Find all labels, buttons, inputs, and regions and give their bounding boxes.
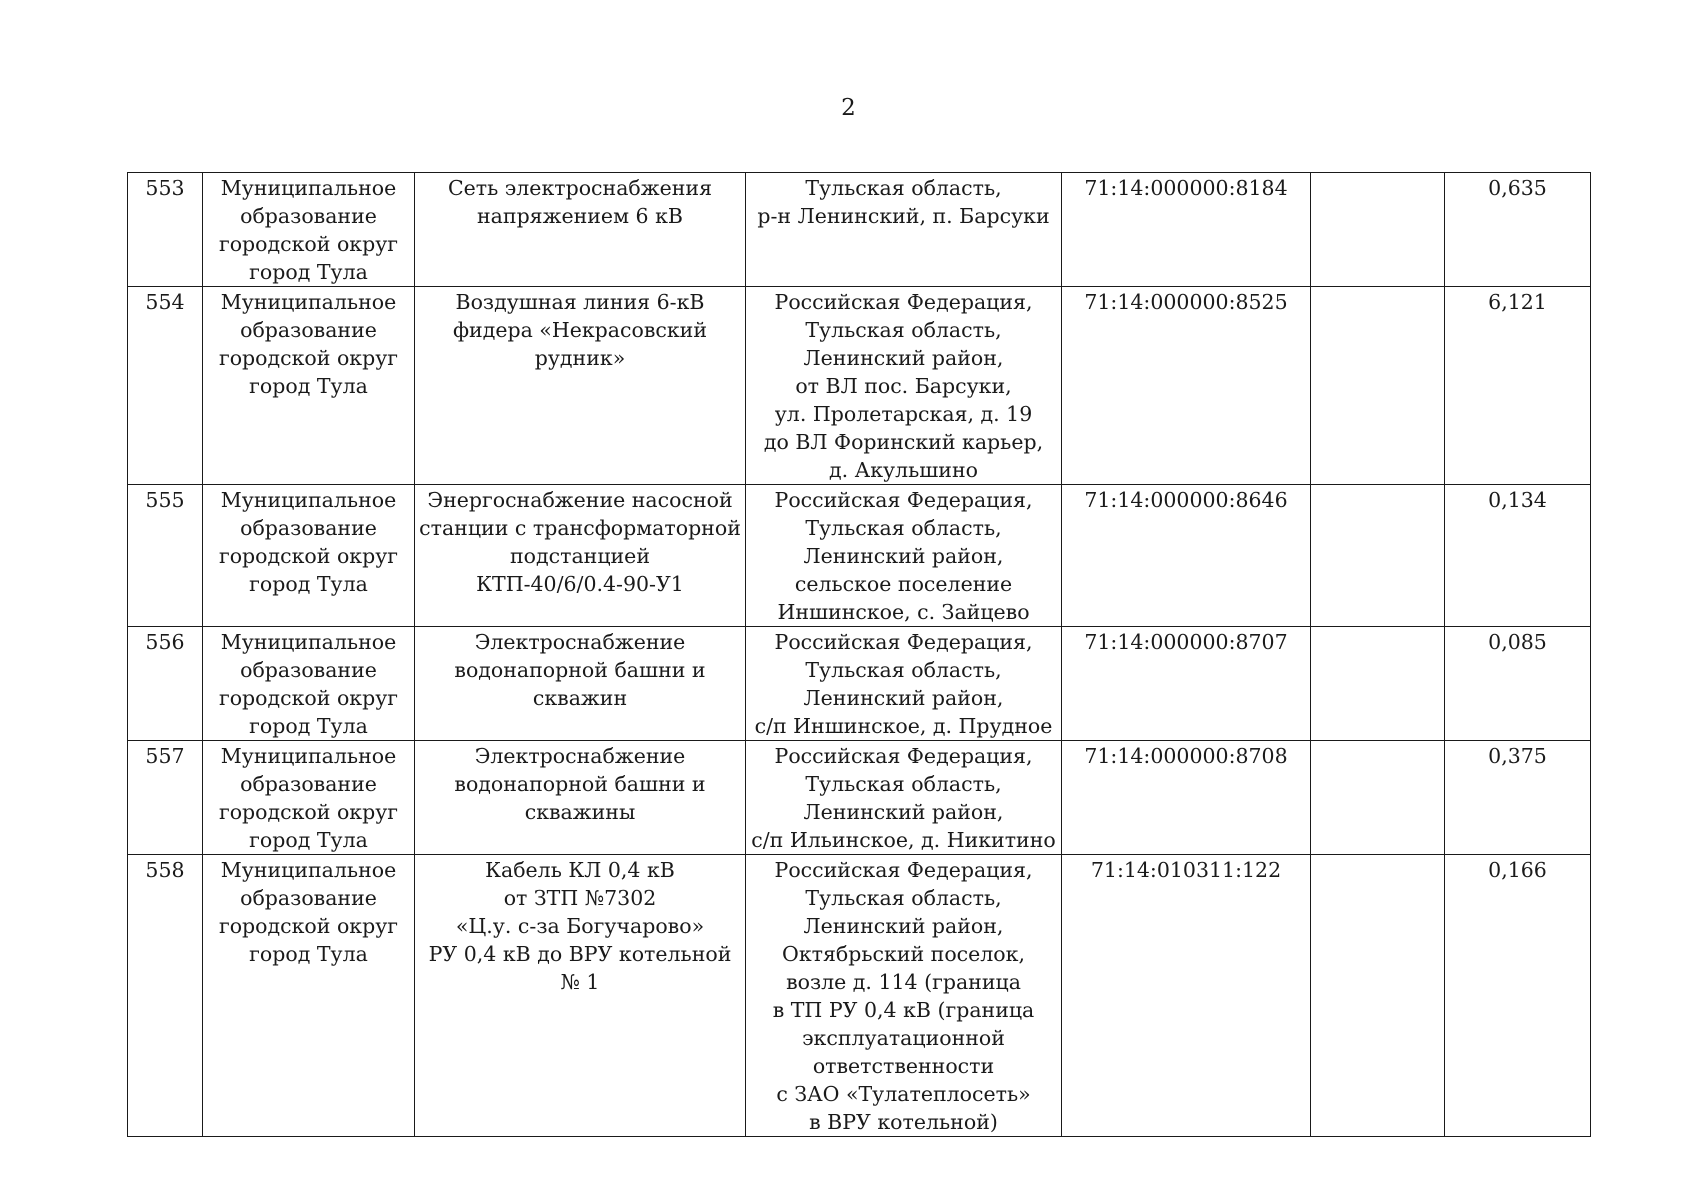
row-number: 558 bbox=[128, 855, 203, 1137]
row-number: 557 bbox=[128, 741, 203, 855]
owner-cell: Муниципальное образование городской округ город Тула bbox=[203, 741, 415, 855]
owner-cell: Муниципальное образование городской округ город Тула bbox=[203, 287, 415, 485]
cadastral-number-cell: 71:14:000000:8708 bbox=[1062, 741, 1311, 855]
row-number: 556 bbox=[128, 627, 203, 741]
cadastral-number-cell: 71:14:000000:8525 bbox=[1062, 287, 1311, 485]
value-cell: 0,134 bbox=[1445, 485, 1591, 627]
owner-cell: Муниципальное образование городской округ город Тула bbox=[203, 485, 415, 627]
value-cell: 0,085 bbox=[1445, 627, 1591, 741]
object-name-cell: Электроснабжение водонапорной башни и скважины bbox=[415, 741, 746, 855]
value-cell: 0,635 bbox=[1445, 173, 1591, 287]
empty-cell bbox=[1311, 741, 1445, 855]
cadastral-number-cell: 71:14:000000:8184 bbox=[1062, 173, 1311, 287]
property-registry-table bbox=[127, 172, 1591, 1137]
object-name-cell: Энергоснабжение насосной станции с трансформаторной подстанцией КТП-40/6/0.4-90-У1 bbox=[415, 485, 746, 627]
table-row bbox=[128, 741, 1591, 855]
object-name-cell: Электроснабжение водонапорной башни и скважин bbox=[415, 627, 746, 741]
cadastral-number-cell: 71:14:000000:8707 bbox=[1062, 627, 1311, 741]
table-row bbox=[128, 855, 1591, 1137]
table-row bbox=[128, 485, 1591, 627]
address-cell: Российская Федерация, Тульская область, Ленинский район, Октябрьский поселок, возле д. 114 (граница в ТП РУ 0,4 кВ (граница эксплуатационной ответственности с ЗАО «Тулатеплосеть» в ВРУ котельной) bbox=[746, 855, 1062, 1137]
table-row bbox=[128, 173, 1591, 287]
table-row bbox=[128, 287, 1591, 485]
owner-cell: Муниципальное образование городской округ город Тула bbox=[203, 173, 415, 287]
object-name-cell: Сеть электроснабжения напряжением 6 кВ bbox=[415, 173, 746, 287]
table-row bbox=[128, 627, 1591, 741]
empty-cell bbox=[1311, 173, 1445, 287]
empty-cell bbox=[1311, 287, 1445, 485]
value-cell: 0,166 bbox=[1445, 855, 1591, 1137]
address-cell: Тульская область, р-н Ленинский, п. Барсуки bbox=[746, 173, 1062, 287]
address-cell: Российская Федерация, Тульская область, Ленинский район, от ВЛ пос. Барсуки, ул. Пролетарская, д. 19 до ВЛ Форинский карьер, д. Акульшино bbox=[746, 287, 1062, 485]
object-name-cell: Кабель КЛ 0,4 кВ от ЗТП №7302 «Ц.у. с-за Богучарово» РУ 0,4 кВ до ВРУ котельной № 1 bbox=[415, 855, 746, 1137]
empty-cell bbox=[1311, 627, 1445, 741]
address-cell: Российская Федерация, Тульская область, Ленинский район, с/п Иншинское, д. Прудное bbox=[746, 627, 1062, 741]
owner-cell: Муниципальное образование городской округ город Тула bbox=[203, 627, 415, 741]
empty-cell bbox=[1311, 485, 1445, 627]
owner-cell: Муниципальное образование городской округ город Тула bbox=[203, 855, 415, 1137]
empty-cell bbox=[1311, 855, 1445, 1137]
address-cell: Российская Федерация, Тульская область, Ленинский район, с/п Ильинское, д. Никитино bbox=[746, 741, 1062, 855]
address-cell: Российская Федерация, Тульская область, Ленинский район, сельское поселение Иншинское, с. Зайцево bbox=[746, 485, 1062, 627]
cadastral-number-cell: 71:14:000000:8646 bbox=[1062, 485, 1311, 627]
row-number: 553 bbox=[128, 173, 203, 287]
value-cell: 6,121 bbox=[1445, 287, 1591, 485]
cadastral-number-cell: 71:14:010311:122 bbox=[1062, 855, 1311, 1137]
page-number: 2 bbox=[841, 95, 856, 121]
object-name-cell: Воздушная линия 6-кВ фидера «Некрасовский рудник» bbox=[415, 287, 746, 485]
row-number: 554 bbox=[128, 287, 203, 485]
row-number: 555 bbox=[128, 485, 203, 627]
value-cell: 0,375 bbox=[1445, 741, 1591, 855]
